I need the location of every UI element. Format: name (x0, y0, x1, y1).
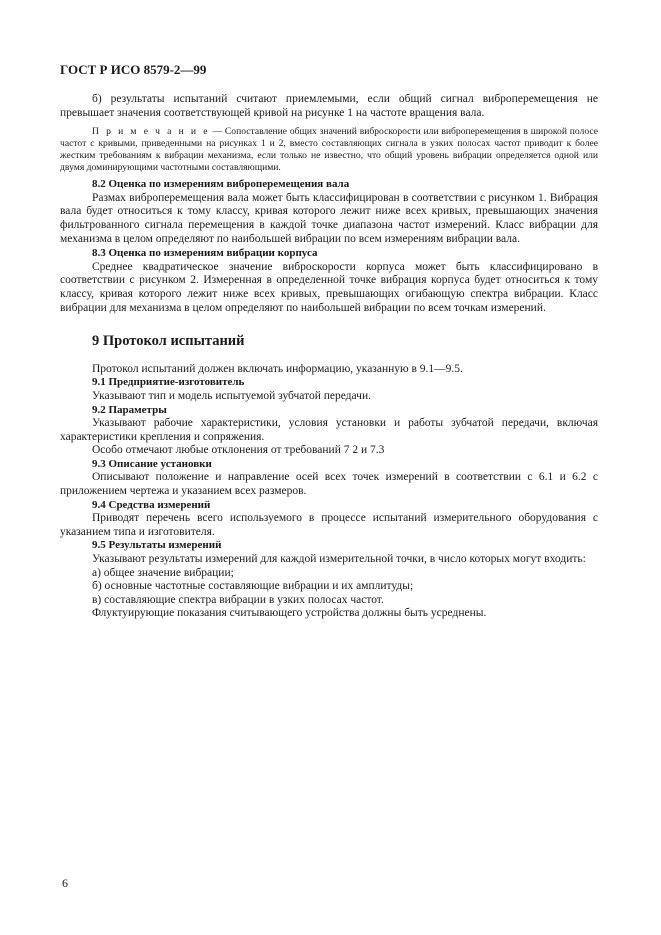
note-label: П р и м е ч а н и е (92, 126, 210, 138)
page-number: 6 (62, 876, 68, 890)
note-text: — Сопоставление общих значений виброскорости или виброперемещения в широкой полосе частот с кривыми, приведенными на рисунках 1 и 2, вместо составляющих сигнала в узких полосах частот приводит к более жестким требованиям к вибрации механизма, если только не известно, что общий уровень вибрации определяется одной или двумя доминирующими частотными составляющими. (60, 126, 599, 174)
document-header: ГОСТ Р ИСО 8579-2—99 (60, 62, 207, 77)
paragraph-9-1: Указывают тип и модель испытуемой зубчатой передачи. (92, 389, 371, 402)
note-paragraph (60, 126, 598, 174)
heading-9-3: 9.3 Описание установки (92, 457, 212, 470)
list-item: в) составляющие спектра вибрации в узких полосах частот. (92, 593, 384, 606)
results-paragraph: б) результаты испытаний считают приемлемыми, если общий сигнал виброперемещения не превышает значения соответствующей кривой на рисунке 1 на частоте вращения вала. (60, 93, 598, 119)
paragraph-8-2: Размах виброперемещения вала может быть классифицирован в соответствии с рисунком 1. Вибрация вала будет относиться к тому классу, кривая которого лежит ниже всех кривых, превышающих значения фильтрованного сигнала перемещения в каждой точке диапазона частот измерений. Класс вибрации для механизма в целом определяют по наибольшей вибрации по всем измерениям вибрации вала. (60, 191, 598, 245)
paragraph-8-3: Среднее квадратическое значение виброскорости корпуса может быть классифицировано в соответствии с рисунком 2. Измеренная в определенной точке вибрация корпуса будет относиться к тому классу, кривая которого лежит ниже всех кривых, превышающих огибающую спектра вибрации. Класс вибрации для механизма в целом определяют по наибольшей вибрации по всем точкам измерений. (60, 260, 598, 314)
document-body (60, 90, 598, 621)
heading-9-1: 9.1 Предприятие-изготовитель (92, 376, 245, 389)
heading-8-2: 8.2 Оценка по измерениям виброперемещения вала (92, 178, 350, 191)
heading-8-3: 8.3 Оценка по измерениям вибрации корпуса (92, 247, 318, 260)
paragraph-9-4: Приводят перечень всего используемого в процессе испытаний измерительного оборудования с указанием типа и изготовителя. (60, 512, 598, 538)
paragraph-9-2-note: Особо отмечают любые отклонения от требований 7 2 и 7.3 (92, 444, 385, 457)
paragraph-9-5: Указывают результаты измерений для каждой измерительной точки, в число которых могут входить: (92, 553, 586, 566)
heading-9-5: 9.5 Результаты измерений (92, 539, 222, 552)
list-item: а) общее значение вибрации; (92, 566, 234, 579)
paragraph-9-3: Описывают положение и направление осей всех точек измерений в соответствии с 6.1 и 6.2 с приложением чертежа и указанием всех размеров. (60, 471, 598, 498)
closing-paragraph: Флуктуирующие показания считывающего устройства должны быть усреднены. (92, 607, 487, 620)
list-item: б) основные частотные составляющие вибрации и их амплитуды; (92, 580, 414, 593)
heading-9-4: 9.4 Средства измерений (92, 498, 211, 511)
section-9-intro: Протокол испытаний должен включать информацию, указанную в 9.1—9.5. (92, 362, 463, 375)
paragraph-9-2: Указывают рабочие характеристики, условия установки и работы зубчатой передачи, включая характеристики крепления и сопряжения. (60, 417, 598, 443)
section-9-title: 9 Протокол испытаний (92, 333, 245, 350)
heading-9-2: 9.2 Параметры (92, 403, 167, 416)
